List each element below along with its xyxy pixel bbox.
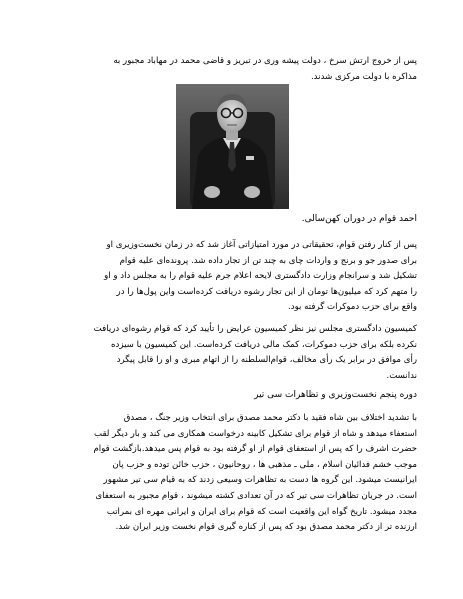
text-line: واقع برای حزب دموکرات گرفته بود. xyxy=(288,302,417,313)
paragraph-commission xyxy=(47,322,417,384)
text-line: پس از کنار رفتن قوام، تحقیقاتی در مورد امتیازاتی آغاز شد که در زمان نخست‌وزیری او xyxy=(106,240,417,250)
text-line: کمیسیون دادگستری مجلس نیز نظر کمیسیون عرایض را تأیید کرد که قوام رشوه‌ای دریافت xyxy=(93,324,417,334)
text-line: مجدد میشود. تاریخ گواه این واقعیت است که قوام برای ایران و ایرانی مهره ای بمراتب xyxy=(106,506,417,517)
text-line: موجب خشم فدائیان اسلام ، ملی ـ مذهبی ها ، روحانیون ، حزب خائن توده و حزب پان xyxy=(112,459,417,470)
paragraph-fifth-term xyxy=(47,411,417,536)
paragraph-investigation xyxy=(47,238,417,316)
text-line: مذاکره با دولت مرکزی شدند. xyxy=(310,71,417,82)
text-line: تشکیل شد و سرانجام وزارت دادگستری لایحه اعلام جرم علیه قوام را به مجلس داد و او xyxy=(104,271,417,282)
section-heading: دوره پنجم نخست‌وزیری و تظاهرات سی تیر xyxy=(254,390,417,400)
text-line: رأی موافق در برابر یک رأی مخالف، قوام‌السلطنه را از اتهام مبری و او را قابل پیگرد xyxy=(116,355,417,366)
text-line: ارزنده تر از دکتر محمد مصدق بود که پس از کناره گیری قوام نخست وزیر ایران شد. xyxy=(115,522,417,533)
paragraph-intro xyxy=(47,54,417,85)
text-line: را متهم کرد که میلیون‌ها تومان از این تجار رشوه دریافت کرده‌است واین پول‌ها را در xyxy=(116,286,417,297)
photo-caption: احمد قوام در دوران کهن‌سالی. xyxy=(301,214,417,224)
text-line: پس از خروج ارتش سرخ ، دولت پیشه وری در تبریز و قاضی محمد در مهاباد مجبور به xyxy=(113,56,417,66)
text-line: ندانست. xyxy=(386,370,417,381)
text-line: حضرت اشرف را که پس از استعفای قوام از او گرفته بود به قوام پس میدهد.بازگشت قوام xyxy=(93,444,417,455)
text-line: نکرده بلکه برای حزب دموکرات، کمک مالی دریافت کرده‌است. این کمیسیون با سیزده xyxy=(111,339,417,350)
text-line: برای صدور جو و برنج و واردات چای به چند تن از تجار داده شد. پرونده‌ای علیه قوام xyxy=(119,255,417,266)
text-line: است. در جریان تظاهرات سی تیر که در آن تعدادی کشته میشوند ، قوام مجبور به استعفای xyxy=(95,490,417,501)
portrait-photo xyxy=(176,84,289,209)
text-line: ایرانیست میشود. این گروه ها دست به تظاهرات وسیعی زدند که به قیام سی تیر مشهور xyxy=(103,475,417,486)
text-line: با تشدید اختلاف بین شاه فقید با دکتر محمد مصدق برای انتخاب وزیر جنگ ، مصدق xyxy=(123,413,417,423)
text-line: استعفاء میدهد و شاه از قوام برای تشکیل کابینه درخواست همکاری می کند و بار دیگر لقب xyxy=(94,428,417,439)
